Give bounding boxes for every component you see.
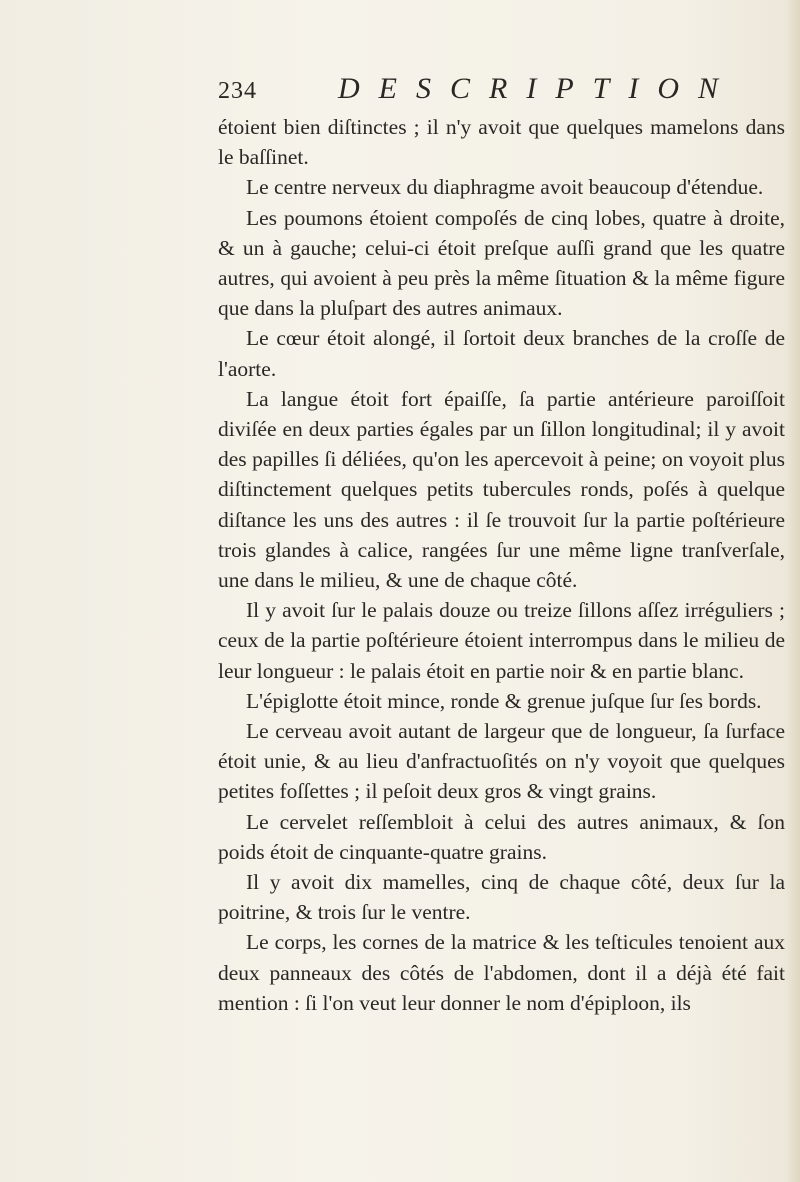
paragraph-continuation: étoient bien diſtinctes ; il n'y avoit que quelques mamelons dans le baſſinet.	[218, 115, 785, 170]
page-number: 234	[218, 78, 257, 104]
paragraph-cerebellum: Le cervelet reſſembloit à celui des autres animaux, & ſon poids étoit de cinquante-quatre grains.	[218, 809, 785, 864]
page-header	[218, 72, 737, 112]
running-title: DESCRIPTION	[338, 72, 737, 105]
paragraph-palate: Il y avoit ſur le palais douze ou treize ſillons aſſez irréguliers ; ceux de la partie poſtérieure étoient interrompus dans le milieu de leur longueur : le palais étoit en partie noir & en partie blanc.	[218, 598, 785, 683]
paragraph-epiglottis: L'épiglotte étoit mince, ronde & grenue juſque ſur ſes bords.	[246, 688, 762, 713]
paragraph-tongue: La langue étoit fort épaiſſe, ſa partie antérieure paroiſſoit diviſée en deux parties égales par un ſillon longitudinal; il y avoit des papilles ſi déliées, qu'on les apercevoit à peine; on voyoit plus diſtinctement quelques petits tubercules ronds, poſés à quelque diſtance les uns des autres : il ſe trouvoit ſur la partie poſtérieure trois glandes à calice, rangées ſur une même ligne tranſverſale, une dans le milieu, & une de chaque côté.	[218, 386, 785, 593]
paragraph-body: Le corps, les cornes de la matrice & les teſticules tenoient aux deux panneaux des côtés de l'abdomen, dont il a déjà été fait mention : ſi l'on veut leur donner le nom d'épiploon, ils	[218, 930, 785, 1015]
paragraph-brain: Le cerveau avoit autant de largeur que de longueur, ſa ſurface étoit unie, & au lieu d'anfractuoſités on n'y voyoit que quelques petites foſſettes ; il peſoit deux gros & vingt grains.	[218, 719, 785, 804]
paragraph-lungs: Les poumons étoient compoſés de cinq lobes, quatre à droite, & un à gauche; celui-ci étoit preſque auſſi grand que les quatre autres, qui avoient à peu près la même ſituation & la même figure que dans la pluſpart des autres animaux.	[218, 205, 785, 321]
paragraph-diaphragm: Le centre nerveux du diaphragme avoit beaucoup d'étendue.	[246, 175, 764, 200]
page-edge-shadow	[786, 0, 800, 1182]
body-text	[218, 112, 785, 1018]
paragraph-heart: Le cœur étoit alongé, il ſortoit deux branches de la croſſe de l'aorte.	[218, 326, 785, 381]
paragraph-mammae: Il y avoit dix mamelles, cinq de chaque côté, deux ſur la poitrine, & trois ſur le ventre.	[218, 870, 785, 925]
